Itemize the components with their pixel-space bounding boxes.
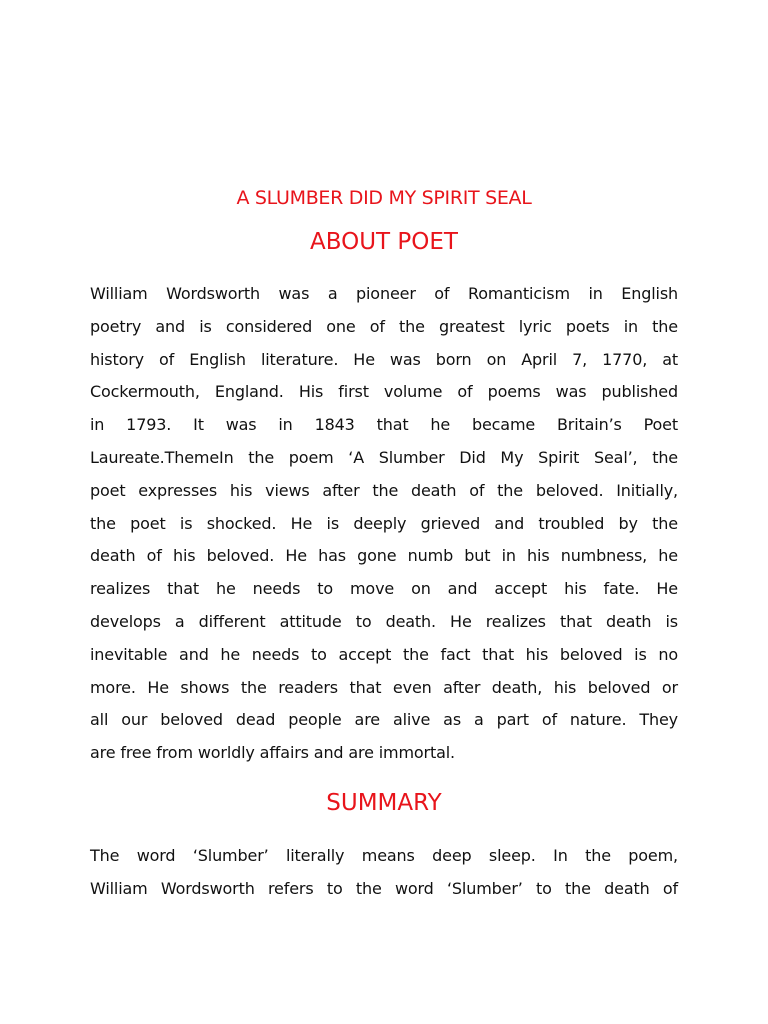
section-heading-summary: SUMMARY [326,790,442,816]
paragraph-line: develops a different attitude to death. He realizes that death is [90,611,678,631]
paragraph-line: Cockermouth, England. His first volume of poems was published [90,382,678,402]
paragraph-line: more. He shows the readers that even after death, his beloved or [90,677,678,697]
paragraph-line: poet expresses his views after the death of the beloved. Initially, [90,480,678,500]
summary-paragraph [90,840,678,906]
paragraph-line: are free from worldly affairs and are immortal. [90,743,455,763]
document-title: A SLUMBER DID MY SPIRIT SEAL [236,187,532,209]
paragraph-line: William Wordsworth refers to the word ‘Slumber’ to the death of [90,878,678,898]
paragraph-line: inevitable and he needs to accept the fact that his beloved is no [90,644,678,664]
paragraph-line: all our beloved dead people are alive as a part of nature. They [90,710,678,730]
paragraph-line: death of his beloved. He has gone numb but in his numbness, he [90,546,678,566]
paragraph-line: realizes that he needs to move on and accept his fate. He [90,579,678,599]
about-poet-paragraph [90,278,678,770]
paragraph-line: Laureate.ThemeIn the poem ‘A Slumber Did My Spirit Seal’, the [90,447,678,467]
paragraph-line: William Wordsworth was a pioneer of Romanticism in English [90,284,678,303]
paragraph-line: poetry and is considered one of the greatest lyric poets in the [90,316,678,336]
section-heading-about-poet: ABOUT POET [310,229,458,255]
paragraph-line: in 1793. It was in 1843 that he became Britain’s Poet [90,415,678,435]
paragraph-line: history of English literature. He was born on April 7, 1770, at [90,349,678,369]
paragraph-line: The word ‘Slumber’ literally means deep sleep. In the poem, [90,846,678,865]
paragraph-line: the poet is shocked. He is deeply grieved and troubled by the [90,513,678,533]
